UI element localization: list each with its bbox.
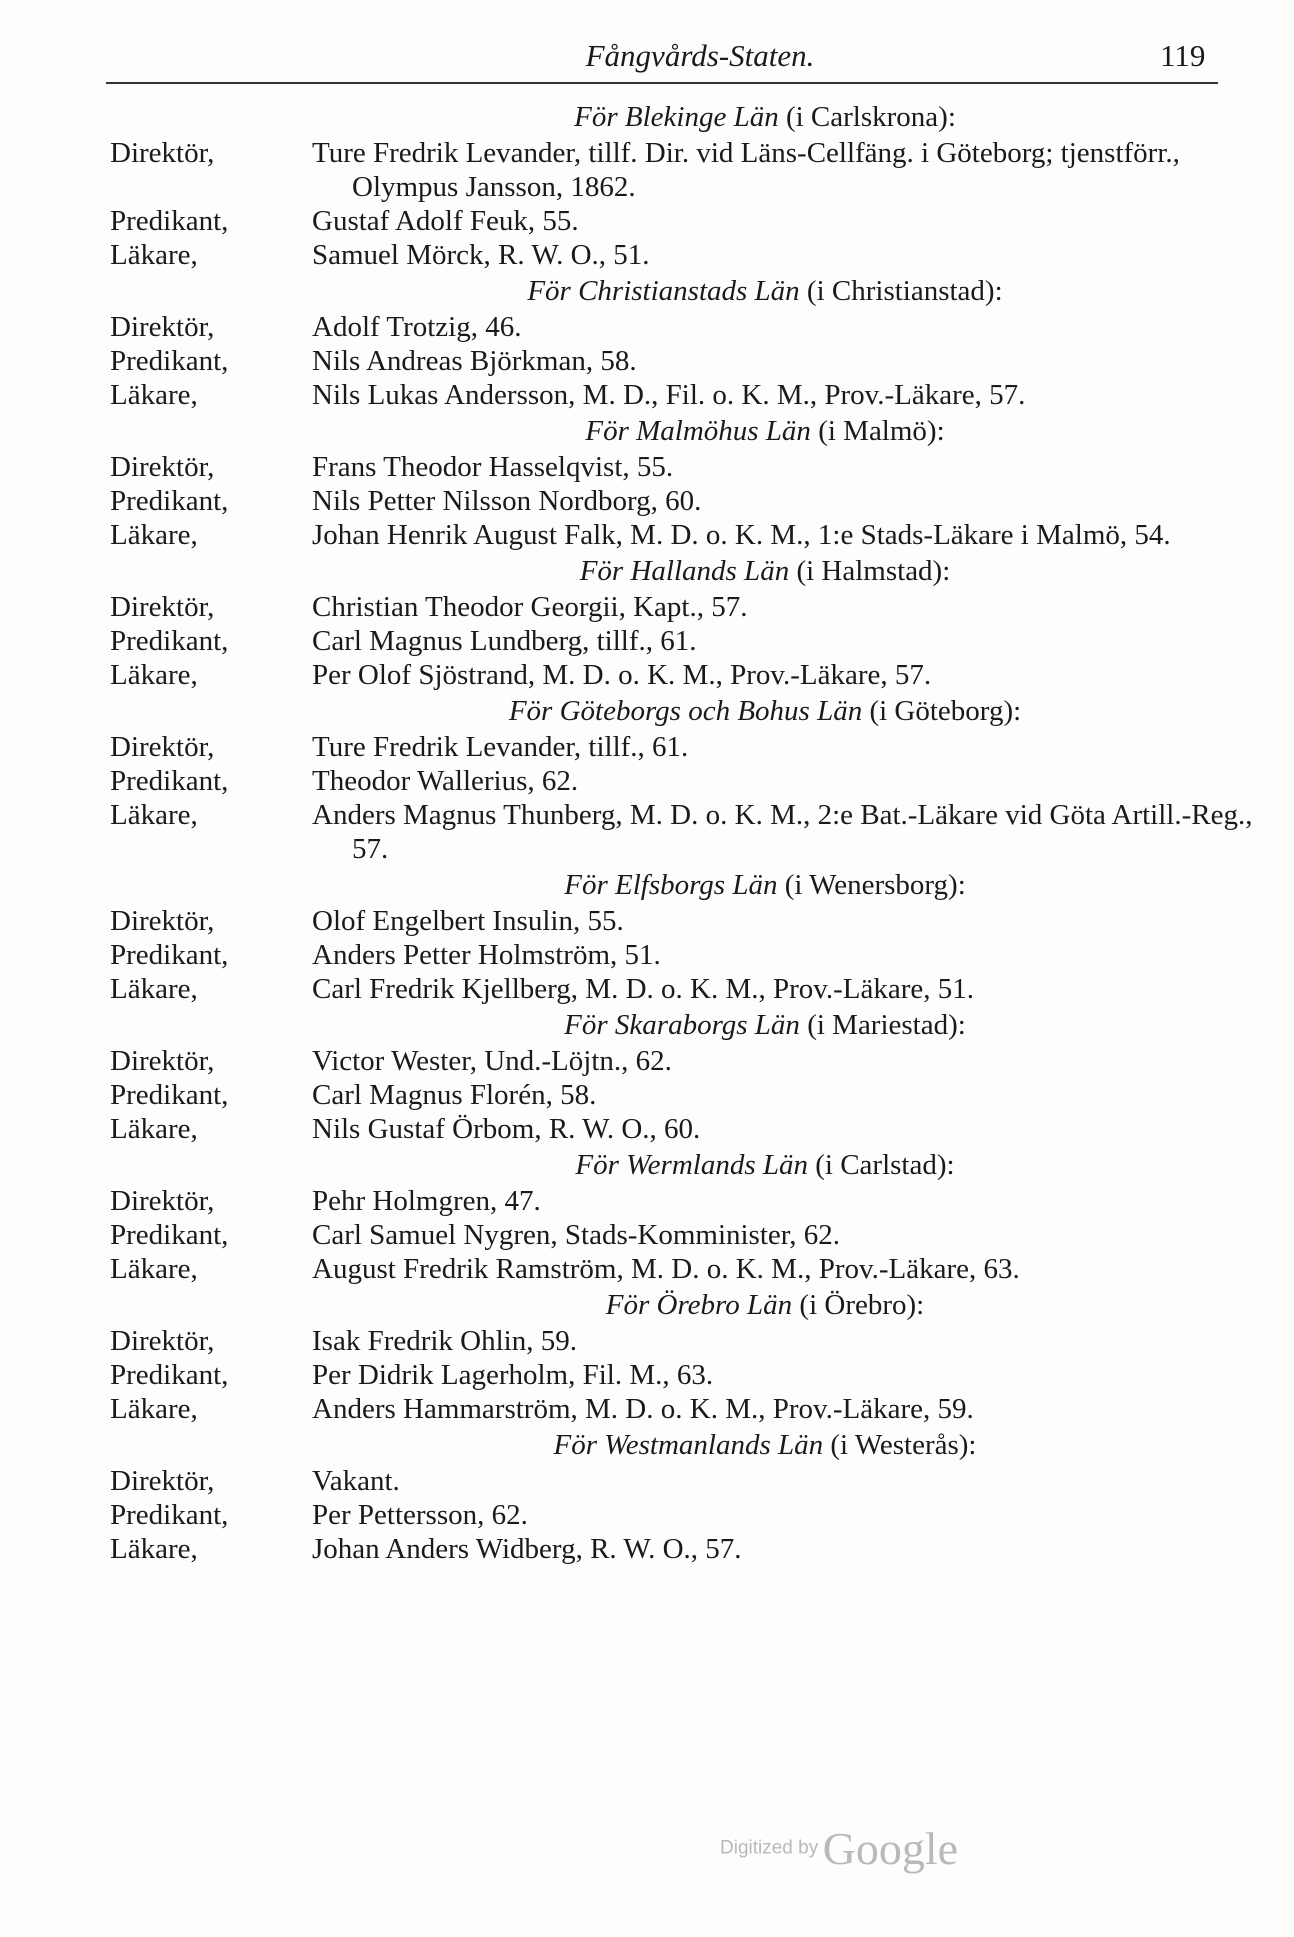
staff-row — [0, 972, 1294, 1006]
staff-role: Läkare, — [110, 239, 198, 271]
staff-person: Anders Hammarström, M. D. o. K. M., Prov.-Läkare, 59. — [312, 1393, 974, 1425]
staff-row — [0, 204, 1294, 238]
county-seat: (i Mariestad): — [807, 1009, 966, 1041]
county-section — [0, 866, 1294, 1006]
staff-row — [0, 764, 1294, 798]
staff-role: Läkare, — [110, 659, 198, 691]
county-section — [0, 1426, 1294, 1566]
staff-role: Direktör, — [110, 451, 215, 483]
county-seat: (i Halmstad): — [796, 555, 951, 587]
staff-role: Direktör, — [110, 1325, 215, 1357]
section-title — [310, 1426, 1220, 1464]
digitized-watermark — [720, 1822, 958, 1875]
watermark-logo: Google — [822, 1823, 959, 1874]
staff-role: Läkare, — [110, 1533, 198, 1565]
staff-person: Christian Theodor Georgii, Kapt., 57. — [312, 591, 748, 623]
staff-person: Isak Fredrik Ohlin, 59. — [312, 1325, 577, 1357]
staff-row — [0, 1358, 1294, 1392]
staff-row — [0, 1464, 1294, 1498]
staff-role: Läkare, — [110, 519, 198, 551]
staff-role: Predikant, — [110, 939, 229, 971]
staff-role: Direktör, — [110, 1185, 215, 1217]
section-title — [310, 1146, 1220, 1184]
county-name: För Göteborgs och Bohus Län — [508, 695, 863, 727]
staff-row — [0, 136, 1294, 204]
section-title — [310, 272, 1220, 310]
staff-row — [0, 1184, 1294, 1218]
county-section — [0, 1286, 1294, 1426]
staff-role: Direktör, — [110, 905, 215, 937]
staff-person: Carl Fredrik Kjellberg, M. D. o. K. M., Prov.-Läkare, 51. — [312, 973, 975, 1005]
staff-person: Per Olof Sjöstrand, M. D. o. K. M., Prov.-Läkare, 57. — [312, 659, 932, 691]
staff-person: Victor Wester, Und.-Löjtn., 62. — [312, 1045, 672, 1077]
staff-person: Per Didrik Lagerholm, Fil. M., 63. — [312, 1359, 714, 1391]
staff-person: Gustaf Adolf Feuk, 55. — [312, 205, 579, 237]
county-name: För Westmanlands Län — [553, 1429, 824, 1461]
staff-role: Predikant, — [110, 345, 229, 377]
staff-role: Läkare, — [110, 379, 198, 411]
staff-row — [0, 730, 1294, 764]
staff-role: Läkare, — [110, 1253, 198, 1285]
section-title — [310, 552, 1220, 590]
header-rule — [106, 82, 1218, 84]
staff-person: Pehr Holmgren, 47. — [312, 1185, 541, 1217]
staff-row — [0, 1252, 1294, 1286]
staff-row — [0, 450, 1294, 484]
county-section — [0, 412, 1294, 552]
staff-row — [0, 378, 1294, 412]
staff-role: Direktör, — [110, 731, 215, 763]
staff-row — [0, 1112, 1294, 1146]
staff-row — [0, 344, 1294, 378]
page-number: 119 — [1160, 38, 1206, 73]
section-title — [310, 98, 1220, 136]
staff-person: Carl Samuel Nygren, Stads-Komminister, 62. — [312, 1219, 841, 1251]
county-name: För Christianstads Län — [527, 275, 800, 307]
staff-role: Direktör, — [110, 137, 215, 169]
county-seat: (i Örebro): — [799, 1289, 925, 1321]
county-section — [0, 692, 1294, 866]
county-name: För Malmöhus Län — [585, 415, 811, 447]
staff-person: Olof Engelbert Insulin, 55. — [312, 905, 624, 937]
staff-row — [0, 1044, 1294, 1078]
staff-row — [0, 658, 1294, 692]
staff-role: Predikant, — [110, 1219, 229, 1251]
staff-role: Direktör, — [110, 1045, 215, 1077]
staff-role: Direktör, — [110, 311, 215, 343]
staff-role: Predikant, — [110, 205, 229, 237]
county-seat: (i Carlstad): — [815, 1149, 955, 1181]
staff-person: Nils Petter Nilsson Nordborg, 60. — [312, 485, 702, 517]
county-section — [0, 1006, 1294, 1146]
staff-role: Läkare, — [110, 1393, 198, 1425]
staff-role: Predikant, — [110, 1359, 229, 1391]
staff-row — [0, 624, 1294, 658]
county-seat: (i Göteborg): — [869, 695, 1022, 727]
county-seat: (i Christianstad): — [806, 275, 1003, 307]
county-seat: (i Westerås): — [830, 1429, 977, 1461]
county-name: För Skaraborgs Län — [564, 1009, 800, 1041]
staff-row — [0, 1392, 1294, 1426]
staff-person: Johan Henrik August Falk, M. D. o. K. M., 1:e Stads-Läkare i Malmö, 54. — [312, 519, 1171, 551]
staff-role: Predikant, — [110, 625, 229, 657]
staff-role: Läkare, — [110, 1113, 198, 1145]
staff-person: Nils Andreas Björkman, 58. — [312, 345, 637, 377]
staff-person: Anders Magnus Thunberg, M. D. o. K. M., 2:e Bat.-Läkare vid Göta Artill.-Reg., 57. — [312, 799, 1253, 865]
staff-person: Samuel Mörck, R. W. O., 51. — [312, 239, 650, 271]
page-header — [0, 0, 1294, 90]
staff-person: Frans Theodor Hasselqvist, 55. — [312, 451, 674, 483]
county-name: För Wermlands Län — [575, 1149, 808, 1181]
staff-row — [0, 484, 1294, 518]
staff-role: Predikant, — [110, 765, 229, 797]
staff-row — [0, 1532, 1294, 1566]
county-name: För Hallands Län — [579, 555, 790, 587]
section-title — [310, 692, 1220, 730]
section-title — [310, 1286, 1220, 1324]
county-seat: (i Malmö): — [818, 415, 945, 447]
section-title — [310, 866, 1220, 904]
staff-role: Predikant, — [110, 1499, 229, 1531]
document-body — [0, 98, 1294, 1566]
staff-row — [0, 938, 1294, 972]
staff-role: Läkare, — [110, 973, 198, 1005]
staff-row — [0, 590, 1294, 624]
staff-row — [0, 518, 1294, 552]
staff-row — [0, 1324, 1294, 1358]
staff-row — [0, 1498, 1294, 1532]
staff-person: Johan Anders Widberg, R. W. O., 57. — [312, 1533, 742, 1565]
staff-role: Predikant, — [110, 485, 229, 517]
staff-person: Vakant. — [312, 1465, 400, 1497]
staff-person: August Fredrik Ramström, M. D. o. K. M., Prov.-Läkare, 63. — [312, 1253, 1020, 1285]
staff-person: Nils Gustaf Örbom, R. W. O., 60. — [312, 1113, 701, 1145]
staff-role: Läkare, — [110, 799, 198, 831]
staff-row — [0, 310, 1294, 344]
staff-row — [0, 1078, 1294, 1112]
watermark-prefix: Digitized by — [720, 1837, 819, 1859]
section-title — [310, 1006, 1220, 1044]
staff-person: Theodor Wallerius, 62. — [312, 765, 579, 797]
county-section — [0, 1146, 1294, 1286]
county-seat: (i Carlskrona): — [785, 101, 956, 133]
staff-person: Adolf Trotzig, 46. — [312, 311, 522, 343]
staff-person: Anders Petter Holmström, 51. — [312, 939, 661, 971]
staff-person: Ture Fredrik Levander, tillf. Dir. vid Läns-Cellfäng. i Göteborg; tjenstförr., Olympus Jansson, 1862. — [312, 137, 1180, 203]
staff-person: Nils Lukas Andersson, M. D., Fil. o. K. M., Prov.-Läkare, 57. — [312, 379, 1026, 411]
staff-role: Predikant, — [110, 1079, 229, 1111]
county-seat: (i Wenersborg): — [784, 869, 966, 901]
running-title: Fångvårds-Staten. — [585, 38, 815, 73]
staff-row — [0, 238, 1294, 272]
county-section — [0, 272, 1294, 412]
staff-person: Per Pettersson, 62. — [312, 1499, 528, 1531]
staff-person: Carl Magnus Lundberg, tillf., 61. — [312, 625, 697, 657]
staff-row — [0, 904, 1294, 938]
staff-row — [0, 1218, 1294, 1252]
staff-person: Ture Fredrik Levander, tillf., 61. — [312, 731, 689, 763]
county-name: För Elfsborgs Län — [564, 869, 778, 901]
section-title — [310, 412, 1220, 450]
staff-role: Direktör, — [110, 591, 215, 623]
county-name: För Örebro Län — [605, 1289, 793, 1321]
county-section — [0, 552, 1294, 692]
staff-person: Carl Magnus Florén, 58. — [312, 1079, 597, 1111]
staff-row — [0, 798, 1294, 866]
county-section — [0, 98, 1294, 272]
staff-role: Direktör, — [110, 1465, 215, 1497]
county-name: För Blekinge Län — [574, 101, 779, 133]
